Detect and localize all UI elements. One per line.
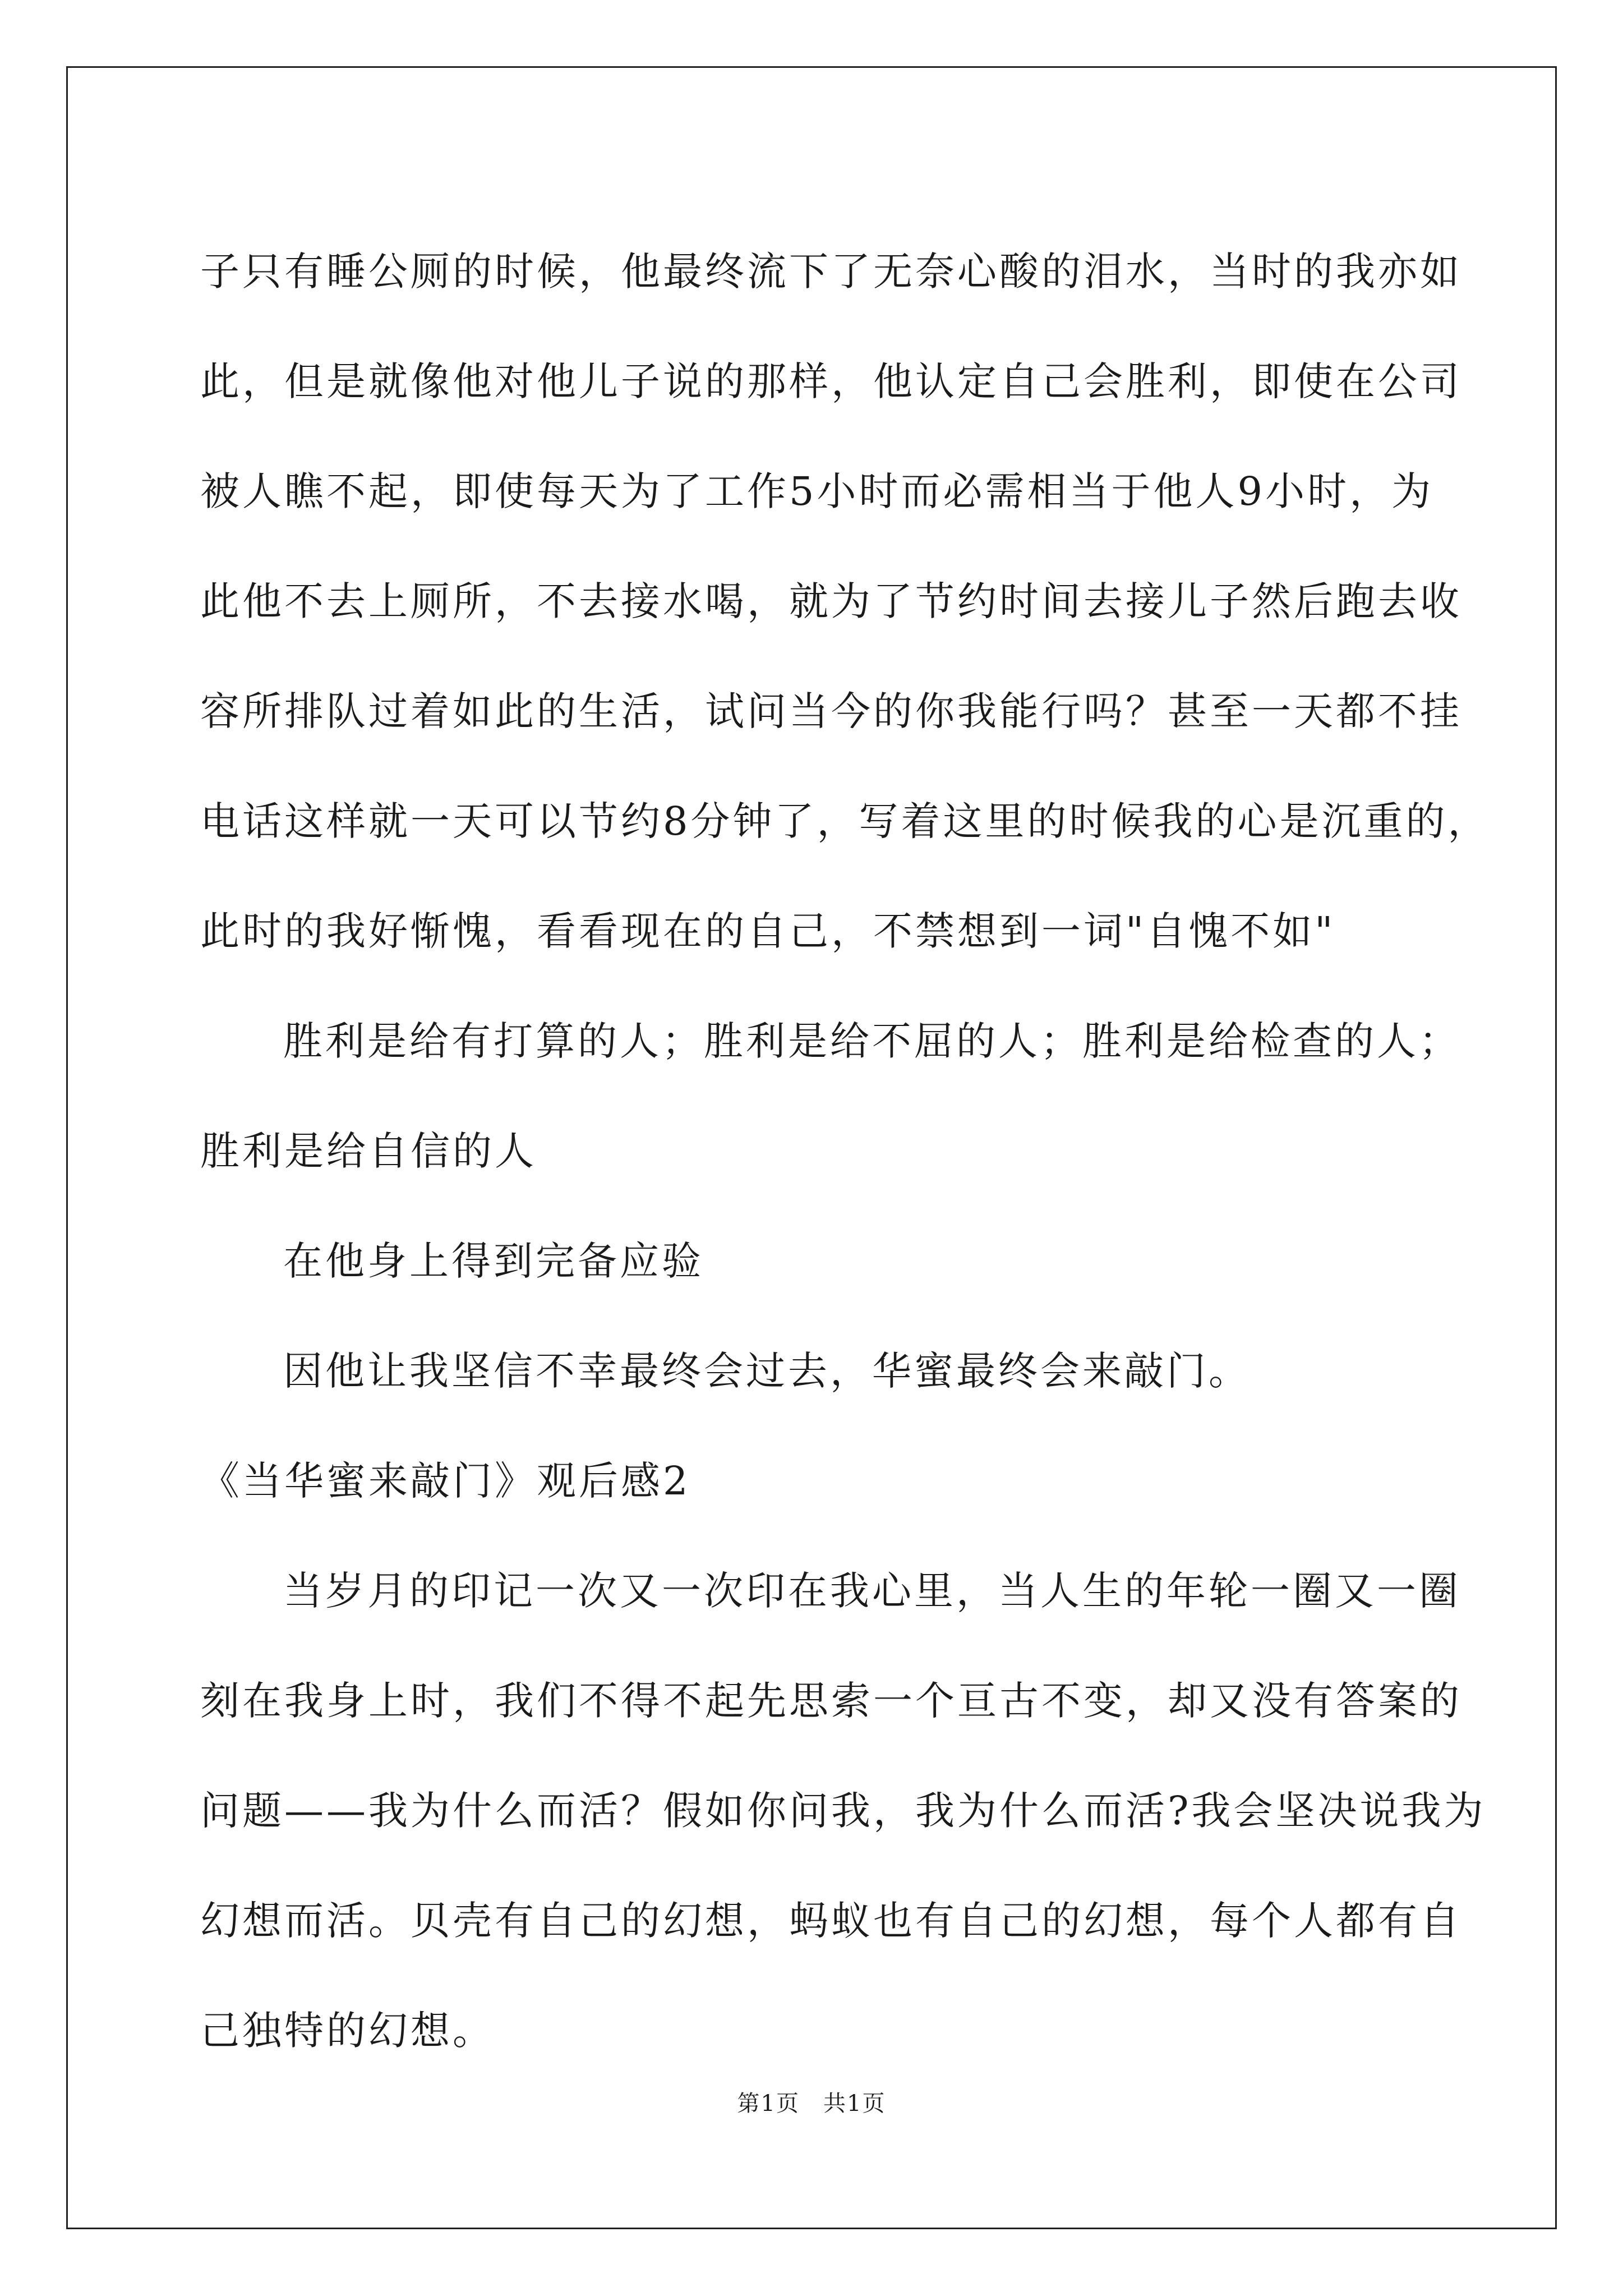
text-line: 幻想而活。贝壳有自己的幻想，蚂蚁也有自己的幻想，每个人都有自 [200, 1897, 1462, 1944]
text-line: 己独特的幻想。 [200, 2007, 495, 2054]
page-footer: 第1页 共1页 [737, 2091, 886, 2116]
text-line: 被人瞧不起，即使每天为了工作5小时而必需相当于他人9小时，为 [200, 468, 1434, 514]
text-line: 子只有睡公厕的时候，他最终流下了无奈心酸的泪水，当时的我亦如 [200, 248, 1462, 295]
text-line: 容所排队过着如此的生活，试问当今的你我能行吗？甚至一天都不挂 [200, 688, 1462, 734]
text-line: 胜利是给自信的人 [200, 1128, 537, 1174]
text-line: 此时的我好惭愧，看看现在的自己，不禁想到一词"自愧不如" [200, 908, 1336, 954]
paragraph-line: 在他身上得到完备应验 [283, 1237, 704, 1284]
text-line: 电话这样就一天可以节约8分钟了，写着这里的时候我的心是沉重的， [200, 798, 1490, 844]
paragraph-line: 胜利是给有打算的人；胜利是给不屈的人；胜利是给检查的人； [283, 1018, 1461, 1064]
document-body [200, 213, 1490, 2082]
paragraph-line: 当岁月的印记一次又一次印在我心里，当人生的年轮一圈又一圈 [283, 1567, 1461, 1614]
text-line: 此，但是就像他对他儿子说的那样，他认定自己会胜利，即使在公司 [200, 358, 1462, 404]
section-heading: 《当华蜜来敲门》观后感2 [200, 1457, 691, 1504]
paragraph-line: 因他让我坚信不幸最终会过去，华蜜最终会来敲门。 [283, 1347, 1251, 1394]
text-line: 问题——我为什么而活？假如你问我，我为什么而活?我会坚决说我为 [200, 1787, 1486, 1834]
text-line: 此他不去上厕所，不去接水喝，就为了节约时间去接儿子然后跑去收 [200, 578, 1462, 624]
text-line: 刻在我身上时，我们不得不起先思索一个亘古不变，却又没有答案的 [200, 1677, 1462, 1724]
